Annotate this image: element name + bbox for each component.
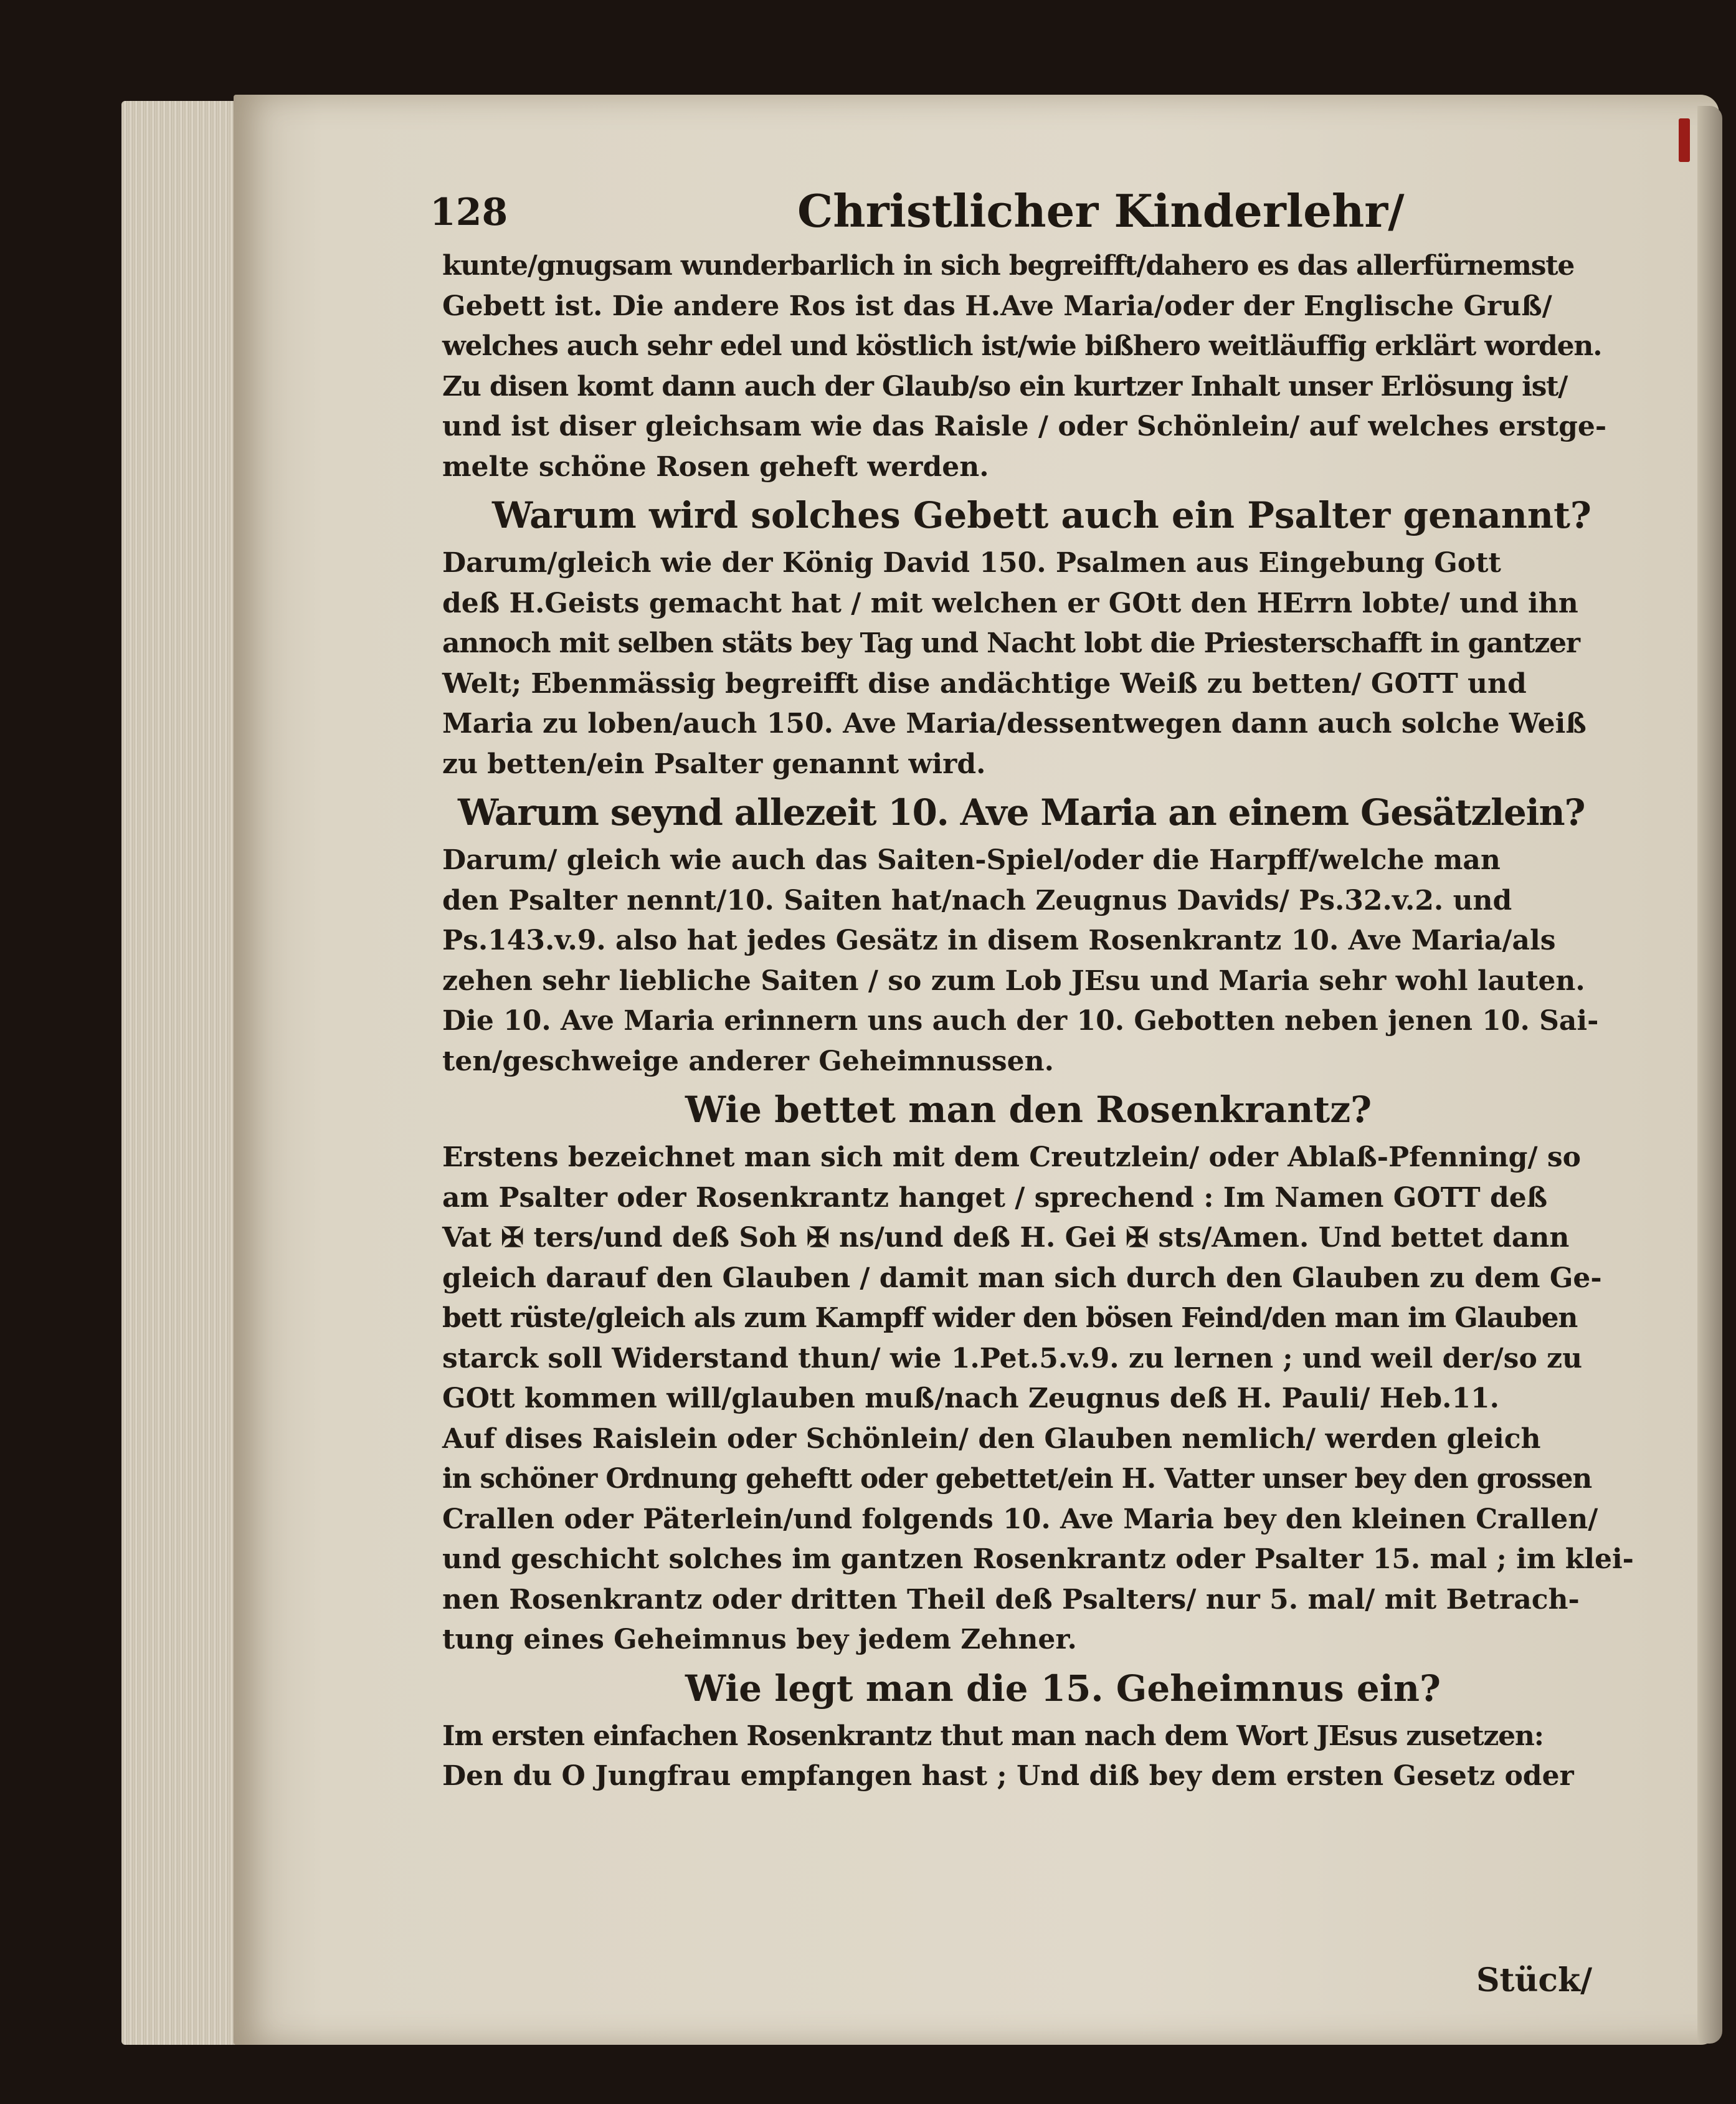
text-line: GOtt kommen will/glauben muß/nach Zeugnus deß H. Pauli/ Heb.11. [442,1383,1499,1414]
question-heading: Wie bettet man den Rosenkrantz? [685,1088,1372,1131]
text-line: ten/geschweige anderer Geheimnussen. [442,1045,1054,1077]
ribbon-marker [1679,118,1690,162]
text-line: bett rüste/gleich als zum Kampff wider den bösen Feind/den man im Glauben [442,1302,1578,1334]
text-line: Darum/gleich wie der König David 150. Psalmen aus Eingebung Gott [442,547,1501,579]
text-line: melte schöne Rosen geheft werden. [442,450,989,483]
text-line: gleich darauf den Glauben / damit man sich durch den Glauben zu dem Ge- [442,1262,1602,1294]
text-line: Crallen oder Päterlein/und folgends 10. Ave Maria bey den kleinen Crallen/ [442,1503,1598,1535]
text-line: in schöner Ordnung geheftt oder gebettet/ein H. Vatter unser bey den grossen [442,1463,1592,1495]
text-line: Zu disen komt dann auch der Glaub/so ein kurtzer Inhalt unser Erlösung ist/ [442,370,1568,402]
text-line: und ist diser gleichsam wie das Raisle / oder Schönlein/ auf welches erstge- [442,411,1607,442]
question-heading: Warum wird solches Gebett auch ein Psalter genannt? [492,494,1591,536]
page-header [430,184,1613,247]
text-line: Die 10. Ave Maria erinnern uns auch der 10. Gebotten neben jenen 10. Sai- [442,1005,1599,1037]
text-line: Den du O Jungfrau empfangen hast ; Und diß bey dem ersten Gesetz oder [442,1760,1574,1792]
text-line: zehen sehr liebliche Saiten / so zum Lob JEsu und Maria sehr wohl lauten. [442,964,1585,997]
catchword: Stück/ [1476,1961,1593,1999]
text-line: und geschicht solches im gantzen Rosenkrantz oder Psalter 15. mal ; im klei- [442,1543,1634,1575]
question-heading: Wie legt man die 15. Geheimnus ein? [685,1667,1441,1710]
text-line: den Psalter nennt/10. Saiten hat/nach Zeugnus Davids/ Ps.32.v.2. und [442,884,1512,916]
text-line: deß H.Geists gemacht hat / mit welchen er GOtt den HErrn lobte/ und ihn [442,587,1578,619]
text-line: Auf dises Raislein oder Schönlein/ den Glauben nemlich/ werden gleich [442,1422,1541,1455]
text-line: Ps.143.v.9. also hat jedes Gesätz in disem Rosenkrantz 10. Ave Maria/als [442,925,1556,956]
question-heading: Warum seynd allezeit 10. Ave Maria an einem Gesätzlein? [458,791,1585,834]
running-title: Christlicher Kinderlehr/ [797,184,1405,237]
text-line: kunte/gnugsam wunderbarlich in sich begreifft/dahero es das allerfürnemste [442,250,1575,282]
text-line: Welt; Ebenmässig begreifft dise andächtige Weiß zu betten/ GOTT und [442,667,1527,700]
text-line: Gebett ist. Die andere Ros ist das H.Ave Maria/oder der Englische Gruß/ [442,290,1552,322]
text-line: Im ersten einfachen Rosenkrantz thut man nach dem Wort JEsus zusetzen: [442,1720,1544,1752]
text-line: tung eines Geheimnus bey jedem Zehner. [442,1624,1077,1655]
text-line: annoch mit selben stäts bey Tag und Nacht lobt die Priesterschafft in gantzer [442,627,1580,659]
text-line: Maria zu loben/auch 150. Ave Maria/dessentwegen dann auch solche Weiß [442,708,1587,740]
text-line: welches auch sehr edel und köstlich ist/wie bißhero weitläuffig erklärt worden. [442,330,1602,362]
text-line: am Psalter oder Rosenkrantz hanget / sprechend : Im Namen GOTT deß [442,1181,1548,1214]
page-number: 128 [430,191,508,234]
text-line: starck soll Widerstand thun/ wie 1.Pet.5.v.9. zu lernen ; und weil der/so zu [442,1342,1583,1374]
main-text [442,246,1663,1797]
book-cover-edge [1697,106,1722,2044]
text-line: Vat ✠ ters/und deß Soh ✠ ns/und deß H. Gei ✠ sts/Amen. Und bettet dann [442,1222,1570,1254]
text-line: nen Rosenkrantz oder dritten Theil deß Psalters/ nur 5. mal/ mit Betrach- [442,1583,1580,1616]
text-line: zu betten/ein Psalter genannt wird. [442,748,986,780]
text-line: Erstens bezeichnet man sich mit dem Creutzlein/ oder Ablaß-Pfenning/ so [442,1141,1581,1173]
text-line: Darum/ gleich wie auch das Saiten-Spiel/oder die Harpff/welche man [442,844,1501,876]
